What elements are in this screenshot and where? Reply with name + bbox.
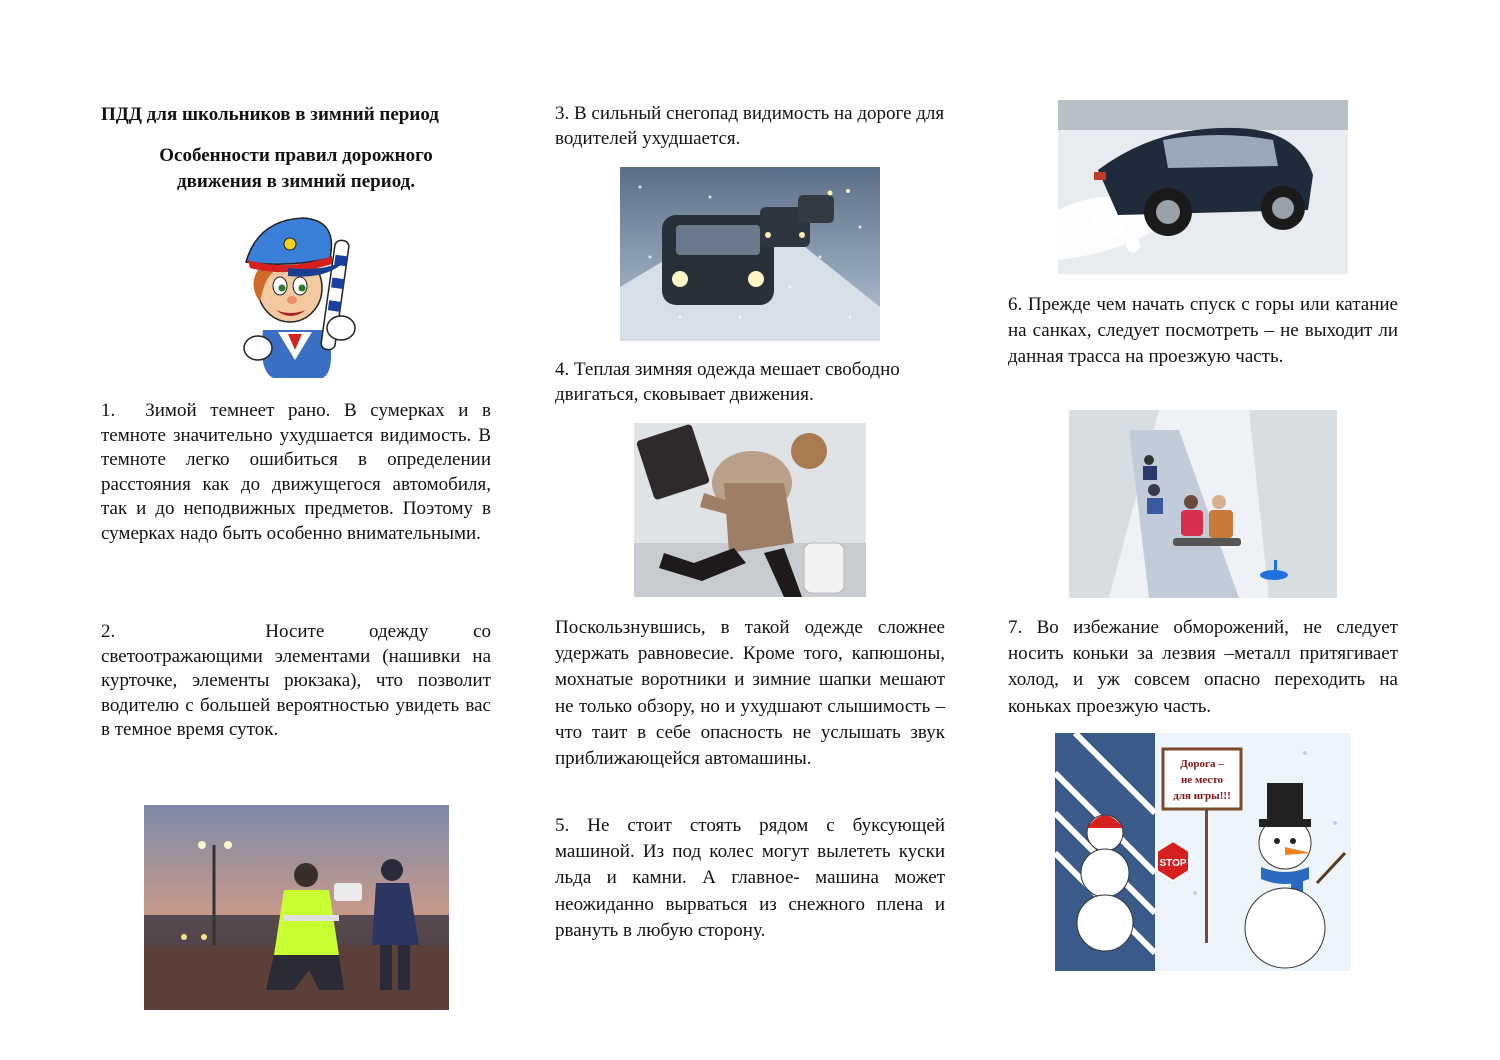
item-1-number: 1. [101, 400, 116, 421]
item-1-text: Зимой темнеет рано. В сумерках и в темноте значительно ухудшается видимость. В темноте легко ошибиться в определении расстояния как до движущегося автомобиля, так и до неподвижных предметов. Поэтому в сумерках надо быть особенно внимательными. [101, 400, 491, 544]
snowmen-with-sign-illustration [1055, 733, 1351, 971]
item-4-text: 4. Теплая зимняя одежда мешает свободно двигаться, сковывает движения. [555, 359, 900, 405]
item-3-text: 3. В сильный снегопад видимость на дороге для водителей ухудшается. [555, 103, 945, 149]
item-6-text: 6. Прежде чем начать спуск с горы или катание на санках, следует посмотреть – не выходит ли данная трасса на проезжую часть. [1008, 294, 1398, 368]
item-1-paragraph [101, 399, 491, 547]
officer-with-child-photo [144, 805, 449, 1010]
item-5-text: 5. Не стоит стоять рядом с буксующей машиной. Из под колес могут вылететь куски льда и камни. А главное- машина может неожиданно вырваться из снежного плена и рвануть в любую сторону. [555, 815, 945, 941]
cars-in-snowfall-photo [620, 167, 880, 341]
sign-line-3: для игры!!! [1173, 790, 1231, 802]
item-2-number: 2. [101, 621, 116, 642]
sign-line-2: не место [1180, 774, 1224, 786]
police-officer-cartoon-image [228, 210, 363, 380]
stop-sign-text: STOP [1159, 858, 1187, 869]
document-subheading: Особенности правил дорожного движения в зимний период. [159, 145, 433, 192]
item-2-text: Носите одежду со светоотражающими элементами (нашивки на курточке, элементы рюкзака), что позволит водителю с большей вероятностью увидеть вас в темное время суток. [101, 621, 491, 741]
sign-line-1: Дорога – [1180, 758, 1224, 770]
slipping-person-photo [634, 423, 866, 597]
children-sledding-photo [1069, 410, 1337, 598]
slip-paragraph: Поскользнувшись, в такой одежде сложнее удержать равновесие. Кроме того, капюшоны, мохнатые воротники и зимние шапки мешают не только обзору, но и ухудшают слышимость – что таит в себе опасность не услышать звук приближающейся автомашины. [555, 617, 945, 770]
document-heading: ПДД для школьников в зимний период [101, 104, 439, 125]
item-7-text: 7. Во избежание обморожений, не следует носить коньки за лезвия –металл притягивает холод, и уж совсем опасно переходить на коньках проезжую часть. [1008, 617, 1398, 717]
car-skidding-in-snow-photo [1058, 100, 1348, 274]
item-2-paragraph [101, 620, 491, 743]
